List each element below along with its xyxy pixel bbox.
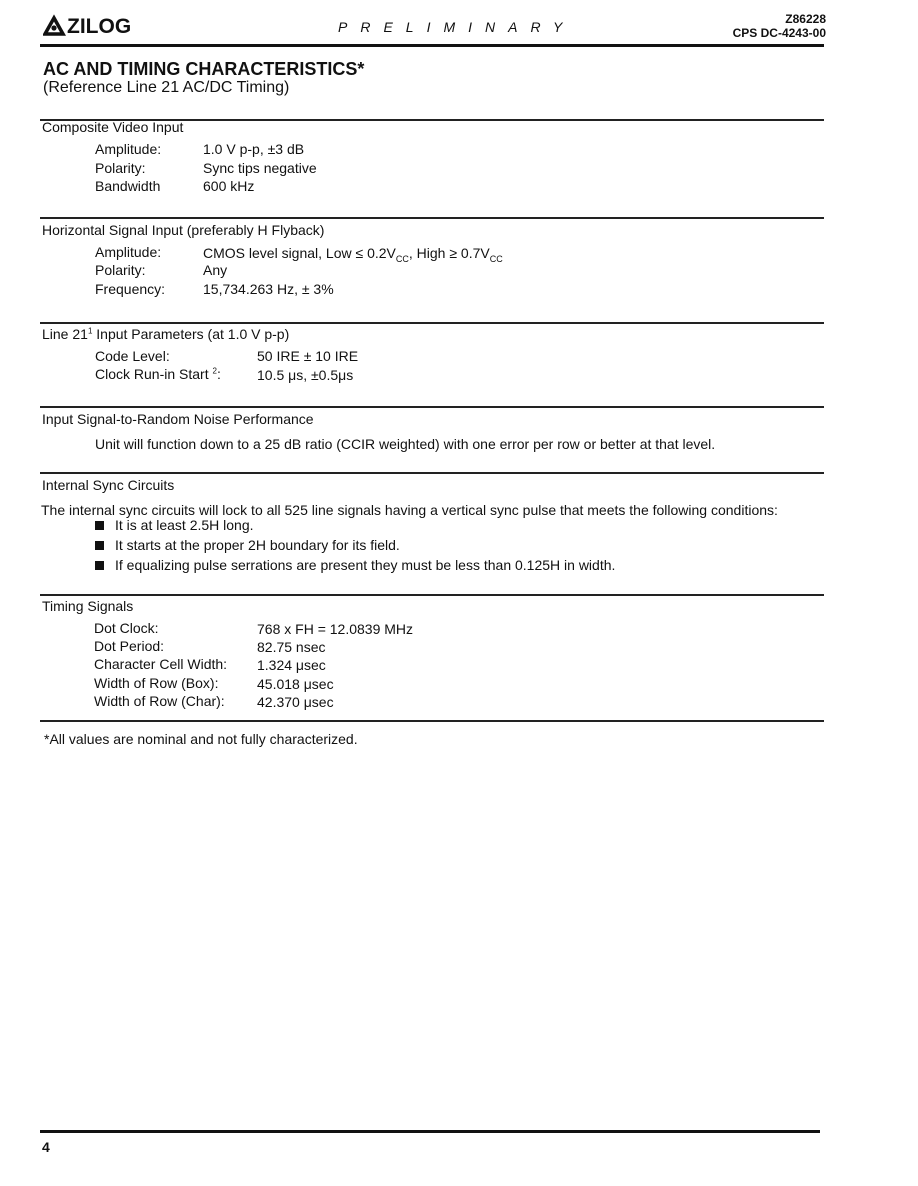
bandwidth-value: 600 kHz [203,178,255,194]
list-item-text: It starts at the proper 2H boundary for its field. [115,537,400,553]
composite-video-heading: Composite Video Input [42,119,184,135]
amplitude-high: , High ≥ 0.7V [408,245,490,261]
preliminary-label: PRELIMINARY [338,19,576,35]
code-level-label: Code Level: [95,348,170,364]
char-cell-width-label: Character Cell Width: [94,656,228,672]
bullet-icon [95,541,104,550]
sync-intro: The internal sync circuits will lock to all 525 line signals having a vertical sync pulse that meets the following conditions: [41,502,778,518]
line21-heading [42,326,289,342]
list-item-text: It is at least 2.5H long. [115,517,254,533]
logo-text: ZILOG [67,15,132,38]
footnote: *All values are nominal and not fully characterized. [44,731,358,747]
horizontal-signal-heading: Horizontal Signal Input (preferably H Flyback) [42,222,325,238]
noise-text: Unit will function down to a 25 dB ratio (CCIR weighted) with one error per row or better at that level. [95,436,716,452]
row-width-box-label: Width of Row (Box): [94,675,219,691]
h-amplitude-value [203,245,503,264]
clock-runin-text: Clock Run-in Start [95,366,213,382]
zilog-logo [43,12,143,38]
list-item-text: If equalizing pulse serrations are present they must be less than 0.125H in width. [115,557,616,573]
footnote-ref: 1 [87,326,93,336]
amplitude-value: 1.0 V p-p, ±3 dB [203,141,305,157]
row-width-char-label: Width of Row (Char): [94,693,225,709]
section-rule [40,322,824,324]
list-item [95,557,615,573]
section-rule [40,472,824,474]
amplitude-low: CMOS level signal, Low ≤ 0.2V [203,245,396,261]
doc-number: CPS DC-4243-00 [732,26,826,40]
dot-clock-value: 768 x FH = 12.0839 MHz [257,621,414,637]
dot-period-label: Dot Period: [94,638,165,654]
list-item [95,517,254,533]
row-width-char-value: 42.370 μsec [257,694,334,710]
page-number: 4 [42,1139,50,1155]
header-rule [40,44,824,47]
noise-heading: Input Signal-to-Random Noise Performance [42,411,314,427]
subscript-cc: CC [395,253,409,264]
frequency-label: Frequency: [95,281,166,297]
code-level-value: 50 IRE ± 10 IRE [257,348,359,364]
section-rule [40,217,824,219]
part-number: Z86228 [785,12,826,26]
row-width-box-value: 45.018 μsec [257,676,334,692]
section-rule [40,720,824,722]
line21-heading-text: Line 21 [42,326,88,342]
timing-heading: Timing Signals [42,598,134,614]
sync-heading: Internal Sync Circuits [42,477,175,493]
subscript-cc: CC [489,253,503,264]
h-polarity-value: Any [203,262,228,278]
clock-runin-value: 10.5 μs, ±0.5μs [257,367,354,383]
h-amplitude-label: Amplitude: [95,244,162,260]
frequency-value: 15,734.263 Hz, ± 3% [203,281,334,297]
page-subtitle: (Reference Line 21 AC/DC Timing) [43,79,290,96]
clock-runin-colon: : [216,366,221,382]
footnote-ref: 2 [212,366,217,376]
line21-heading-rest: Input Parameters (at 1.0 V p-p) [92,326,290,342]
document-id [733,12,826,40]
polarity-value: Sync tips negative [203,160,317,176]
polarity-label: Polarity: [95,160,146,176]
h-polarity-label: Polarity: [95,262,146,278]
amplitude-label: Amplitude: [95,141,162,157]
dot-period-value: 82.75 nsec [257,639,326,655]
char-cell-width-value: 1.324 μsec [257,657,326,673]
section-rule [40,406,824,408]
list-item [95,537,400,553]
footer-rule [40,1130,820,1133]
dot-clock-label: Dot Clock: [94,620,159,636]
clock-runin-label [95,366,221,382]
bullet-icon [95,561,104,570]
bandwidth-label: Bandwidth [95,178,161,194]
bullet-icon [95,521,104,530]
zilog-logo-icon [43,12,143,38]
page-title: AC AND TIMING CHARACTERISTICS* [43,59,365,79]
section-rule [40,594,824,596]
